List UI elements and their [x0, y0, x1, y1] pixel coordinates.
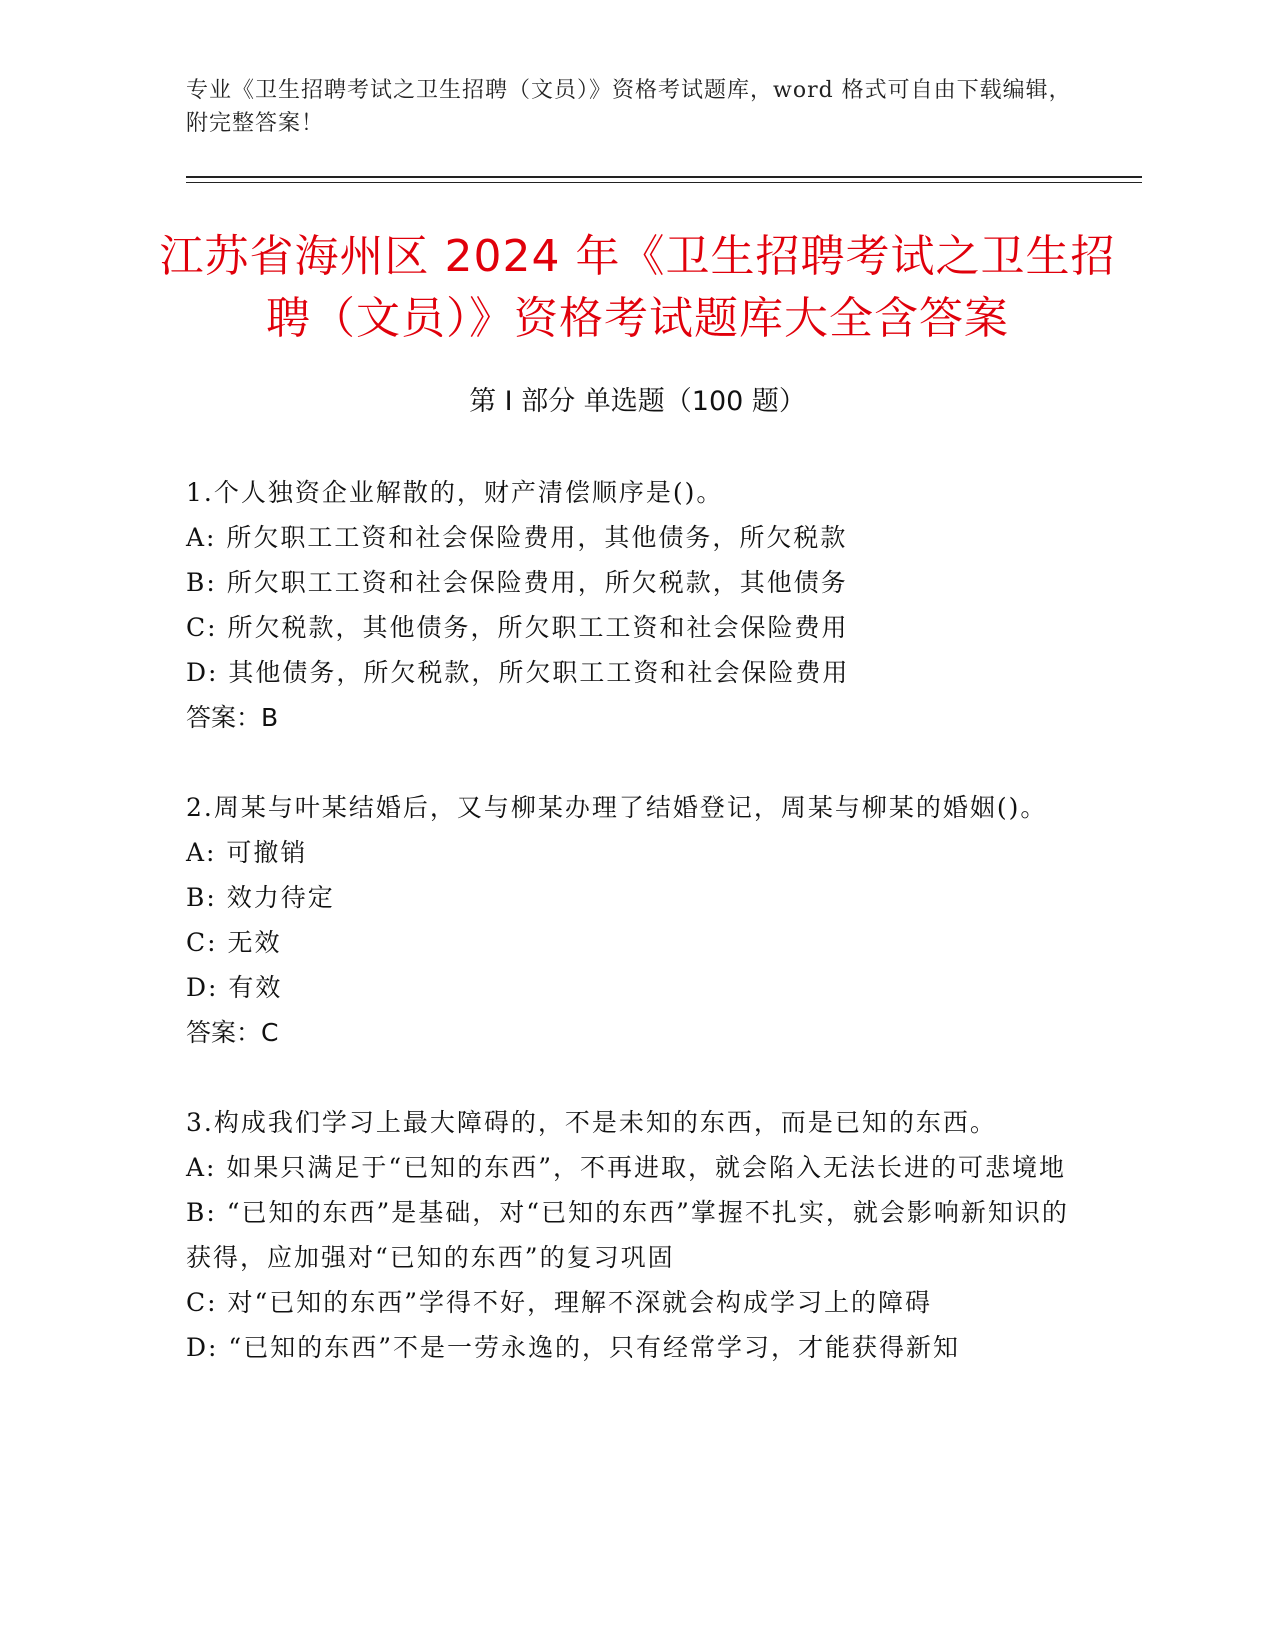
option-a: A: 如果只满足于“已知的东西”，不再进取，就会陷入无法长进的可悲境地: [186, 1153, 1066, 1182]
option-b: B: 效力待定: [186, 883, 335, 912]
question-stem: 3.构成我们学习上最大障碍的，不是未知的东西，而是已知的东西。: [186, 1108, 997, 1137]
question-list: [186, 470, 1076, 1370]
question-2: [186, 785, 1076, 1055]
option-c: C: 所欠税款，其他债务，所欠职工工资和社会保险费用: [186, 613, 849, 642]
answer-line: 答案：C: [186, 1018, 279, 1047]
option-b: B: “已知的东西”是基础，对“已知的东西”掌握不扎实，就会影响新知识的获得，应加强对“已知的东西”的复习巩固: [186, 1198, 1069, 1272]
answer-line: 答案：B: [186, 703, 279, 732]
question-spacer: [186, 740, 1076, 785]
header-divider-thick: [186, 176, 1142, 178]
option-b: B: 所欠职工工资和社会保险费用，所欠税款，其他债务: [186, 568, 848, 597]
option-c: C: 无效: [186, 928, 282, 957]
header-divider-thin: [186, 182, 1142, 183]
question-3: [186, 1100, 1076, 1370]
option-d: D: 其他债务，所欠税款，所欠职工工资和社会保险费用: [186, 658, 850, 687]
question-spacer: [186, 1055, 1076, 1100]
option-a: A: 所欠职工工资和社会保险费用，其他债务，所欠税款: [186, 523, 848, 552]
option-d: D: “已知的东西”不是一劳永逸的，只有经常学习，才能获得新知: [186, 1333, 960, 1362]
option-a: A: 可撤销: [186, 838, 308, 867]
document-title: 江苏省海州区 2024 年《卫生招聘考试之卫生招聘（文员）》资格考试题库大全含答案: [159, 231, 1116, 344]
header-note: 专业《卫生招聘考试之卫生招聘（文员）》资格考试题库，word 格式可自由下载编辑，附完整答案！: [186, 78, 1072, 136]
question-stem: 1.个人独资企业解散的，财产清偿顺序是()。: [186, 478, 724, 507]
question-1: [186, 470, 1076, 740]
section-title: 第 I 部分 单选题（100 题）: [469, 386, 806, 417]
option-c: C: 对“已知的东西”学得不好，理解不深就会构成学习上的障碍: [186, 1288, 933, 1317]
option-d: D: 有效: [186, 973, 283, 1002]
question-stem: 2.周某与叶某结婚后，又与柳某办理了结婚登记，周某与柳某的婚姻()。: [186, 793, 1048, 822]
